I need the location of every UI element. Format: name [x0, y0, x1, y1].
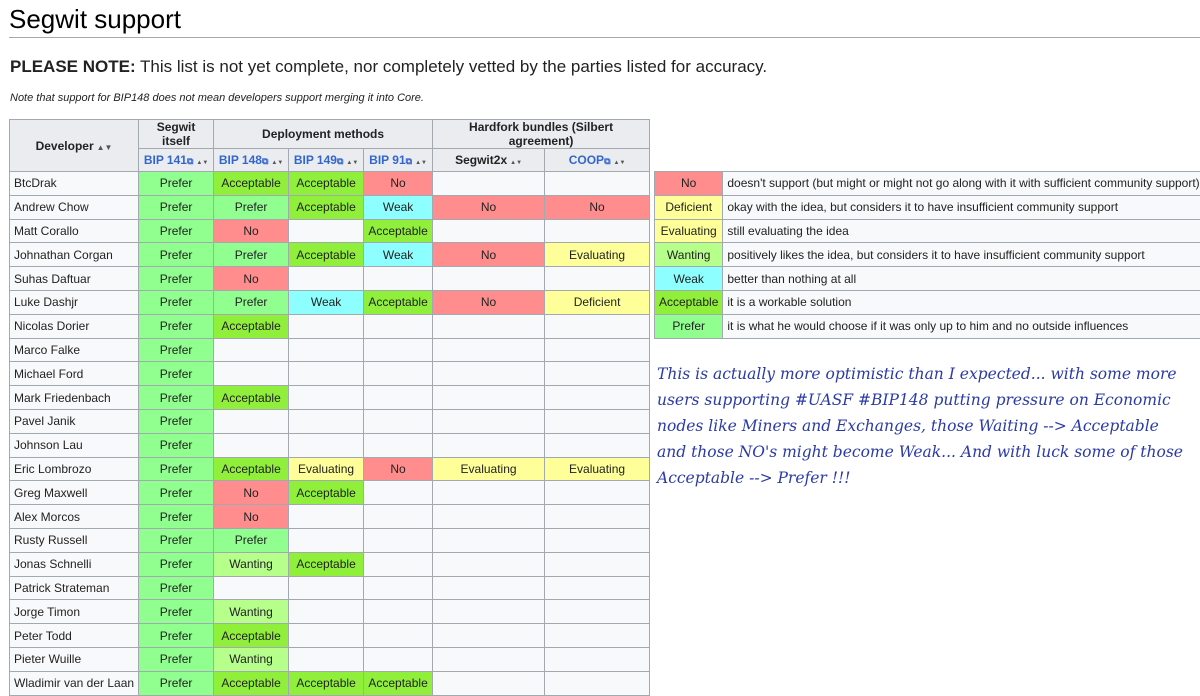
support-table	[9, 119, 650, 696]
support-cell	[364, 362, 433, 386]
table-row	[10, 267, 650, 291]
header-group-hardfork: Hardfork bundles (Silbert agreement)	[433, 120, 650, 149]
support-cell: Prefer	[139, 624, 214, 648]
support-cell	[433, 528, 545, 552]
support-cell: Weak	[364, 195, 433, 219]
developer-name: Mark Friedenbach	[10, 386, 139, 410]
legend-row	[655, 195, 1200, 219]
developer-name: Jonas Schnelli	[10, 552, 139, 576]
support-cell	[545, 267, 650, 291]
support-cell	[364, 624, 433, 648]
header-developer[interactable]	[10, 120, 139, 172]
support-cell: Prefer	[139, 481, 214, 505]
legend-description: it is what he would choose if it was only up to him and no outside influences	[723, 314, 1200, 338]
developer-name: Matt Corallo	[10, 219, 139, 243]
table-row	[10, 338, 650, 362]
support-cell	[545, 505, 650, 529]
support-cell: Prefer	[139, 267, 214, 291]
page-title: Segwit support	[9, 4, 181, 35]
support-cell	[545, 219, 650, 243]
support-cell	[433, 481, 545, 505]
support-cell: Acceptable	[364, 219, 433, 243]
support-cell	[433, 267, 545, 291]
support-cell: No	[214, 481, 289, 505]
support-cell: Weak	[364, 243, 433, 267]
column-header[interactable]	[289, 149, 364, 172]
column-header-label: Segwit2x	[455, 153, 507, 167]
sort-icon[interactable]: ▲▼	[346, 160, 358, 166]
external-link-icon: ⧉	[604, 156, 610, 166]
support-cell	[545, 338, 650, 362]
support-cell: Prefer	[139, 433, 214, 457]
support-cell: Evaluating	[545, 243, 650, 267]
support-cell	[433, 338, 545, 362]
support-cell	[364, 528, 433, 552]
developer-name: Marco Falke	[10, 338, 139, 362]
support-cell	[433, 647, 545, 671]
legend-description: doesn't support (but might or might not go along with it with sufficient community support)	[723, 172, 1200, 196]
column-header-label[interactable]: COOP	[569, 153, 604, 167]
support-cell	[289, 505, 364, 529]
support-cell: Prefer	[214, 290, 289, 314]
support-cell	[289, 362, 364, 386]
support-cell	[289, 219, 364, 243]
support-cell: Prefer	[139, 552, 214, 576]
table-row	[10, 362, 650, 386]
table-row	[10, 172, 650, 196]
developer-name: Nicolas Dorier	[10, 314, 139, 338]
support-cell: Prefer	[214, 528, 289, 552]
support-cell: Prefer	[139, 243, 214, 267]
support-cell	[364, 481, 433, 505]
support-cell: No	[433, 243, 545, 267]
support-cell	[289, 338, 364, 362]
support-cell	[545, 647, 650, 671]
support-cell: Prefer	[139, 362, 214, 386]
table-row	[10, 528, 650, 552]
support-cell: Prefer	[139, 528, 214, 552]
legend-table	[654, 171, 1200, 339]
header-developer-label: Developer	[36, 139, 94, 153]
support-cell: Wanting	[214, 647, 289, 671]
sort-icon[interactable]: ▲▼	[271, 160, 283, 166]
support-cell: Acceptable	[214, 624, 289, 648]
developer-name: Alex Morcos	[10, 505, 139, 529]
developer-name: Wladimir van der Laan	[10, 671, 139, 695]
support-cell: Prefer	[139, 647, 214, 671]
legend-description: still evaluating the idea	[723, 219, 1200, 243]
support-cell: Acceptable	[214, 386, 289, 410]
table-row	[10, 314, 650, 338]
legend-key: Acceptable	[655, 290, 723, 314]
table-row	[10, 409, 650, 433]
external-link-icon: ⧉	[406, 156, 412, 166]
support-cell	[433, 362, 545, 386]
support-cell	[289, 624, 364, 648]
table-row	[10, 386, 650, 410]
support-cell	[289, 314, 364, 338]
support-cell: Acceptable	[289, 172, 364, 196]
table-row	[10, 552, 650, 576]
support-cell	[433, 505, 545, 529]
support-cell	[214, 362, 289, 386]
external-link-icon: ⧉	[187, 156, 193, 166]
column-header[interactable]	[545, 149, 650, 172]
support-cell: Weak	[289, 290, 364, 314]
table-row	[10, 576, 650, 600]
sort-icon[interactable]: ▲▼	[196, 160, 208, 166]
support-cell: Prefer	[139, 457, 214, 481]
sort-icon[interactable]: ▲▼	[97, 143, 113, 152]
support-cell	[545, 172, 650, 196]
column-header[interactable]	[214, 149, 289, 172]
support-cell	[364, 552, 433, 576]
note-bold: PLEASE NOTE:	[10, 57, 136, 76]
legend-row	[655, 172, 1200, 196]
legend-key: Deficient	[655, 195, 723, 219]
developer-name: Greg Maxwell	[10, 481, 139, 505]
support-cell: Prefer	[139, 172, 214, 196]
support-cell	[545, 433, 650, 457]
support-cell: No	[214, 267, 289, 291]
support-cell: Prefer	[139, 219, 214, 243]
column-header-label[interactable]: BIP 141	[144, 153, 187, 167]
table-row	[10, 600, 650, 624]
table-row	[10, 243, 650, 267]
sort-icon[interactable]: ▲▼	[415, 160, 427, 166]
support-cell: Acceptable	[214, 314, 289, 338]
support-cell	[545, 600, 650, 624]
support-cell: Acceptable	[214, 671, 289, 695]
support-cell	[364, 314, 433, 338]
support-cell: Acceptable	[364, 290, 433, 314]
support-cell: Acceptable	[289, 243, 364, 267]
support-cell: Prefer	[139, 314, 214, 338]
support-cell: Prefer	[139, 338, 214, 362]
legend-description: okay with the idea, but considers it to have insufficient community support	[723, 195, 1200, 219]
support-cell: No	[214, 505, 289, 529]
support-cell	[364, 409, 433, 433]
support-cell	[433, 600, 545, 624]
legend-description: better than nothing at all	[723, 267, 1200, 291]
support-cell: Acceptable	[289, 481, 364, 505]
support-cell: Prefer	[139, 600, 214, 624]
developer-name: Pavel Janik	[10, 409, 139, 433]
note-line	[10, 57, 767, 77]
support-cell: No	[433, 290, 545, 314]
support-cell	[545, 409, 650, 433]
support-cell: No	[364, 172, 433, 196]
subnote: Note that support for BIP148 does not mean developers support merging it into Core.	[10, 92, 424, 104]
developer-name: Suhas Daftuar	[10, 267, 139, 291]
column-header-label[interactable]: BIP 91	[369, 153, 405, 167]
support-cell: Evaluating	[545, 457, 650, 481]
legend-row	[655, 314, 1200, 338]
support-cell	[214, 338, 289, 362]
support-cell: Prefer	[139, 671, 214, 695]
support-cell	[433, 409, 545, 433]
support-cell: No	[214, 219, 289, 243]
support-cell: Prefer	[139, 505, 214, 529]
title-divider	[9, 37, 1200, 38]
legend-description: positively likes the idea, but considers it to have insufficient community support	[723, 243, 1200, 267]
support-cell: Acceptable	[214, 457, 289, 481]
developer-name: Michael Ford	[10, 362, 139, 386]
support-cell: Acceptable	[364, 671, 433, 695]
support-cell: Prefer	[214, 243, 289, 267]
column-header-label[interactable]: BIP 148	[219, 153, 262, 167]
table-row	[10, 505, 650, 529]
support-cell	[545, 552, 650, 576]
support-cell	[289, 576, 364, 600]
support-cell	[364, 386, 433, 410]
support-cell	[289, 647, 364, 671]
support-cell	[214, 409, 289, 433]
column-header[interactable]	[433, 149, 545, 172]
support-cell: Prefer	[214, 195, 289, 219]
support-cell	[545, 671, 650, 695]
table-row	[10, 219, 650, 243]
sort-icon[interactable]: ▲▼	[510, 160, 522, 166]
support-cell: Acceptable	[289, 552, 364, 576]
table-row	[10, 433, 650, 457]
support-cell	[289, 600, 364, 624]
developer-name: Peter Todd	[10, 624, 139, 648]
table-row	[10, 671, 650, 695]
support-cell	[289, 528, 364, 552]
support-cell	[214, 576, 289, 600]
column-header[interactable]	[364, 149, 433, 172]
support-cell: Acceptable	[289, 671, 364, 695]
support-cell	[545, 362, 650, 386]
note-text: This list is not yet complete, nor completely vetted by the parties listed for accuracy.	[136, 57, 767, 76]
developer-name: Eric Lombrozo	[10, 457, 139, 481]
support-cell: Prefer	[139, 409, 214, 433]
support-cell	[433, 624, 545, 648]
developer-name: Luke Dashjr	[10, 290, 139, 314]
support-cell: Prefer	[139, 576, 214, 600]
support-cell	[433, 576, 545, 600]
support-cell: Acceptable	[289, 195, 364, 219]
support-cell	[364, 338, 433, 362]
support-cell: Prefer	[139, 195, 214, 219]
developer-name: BtcDrak	[10, 172, 139, 196]
legend-row	[655, 290, 1200, 314]
support-cell	[433, 671, 545, 695]
support-cell: Acceptable	[214, 172, 289, 196]
header-group-segwit: Segwit itself	[139, 120, 214, 149]
sort-icon[interactable]: ▲▼	[614, 160, 626, 166]
support-cell: No	[433, 195, 545, 219]
developer-name: Pieter Wuille	[10, 647, 139, 671]
support-cell	[364, 647, 433, 671]
table-row	[10, 624, 650, 648]
support-cell: Wanting	[214, 552, 289, 576]
developer-name: Patrick Strateman	[10, 576, 139, 600]
handwritten-annotation: This is actually more optimistic than I expected... with some more users supporting #UASF #BIP148 putting pressure on Economic nodes like Miners and Exchanges, those Waiting --> Acceptable and those NO's might become Weak... And with luck some of those Acceptable --> Prefer !!!	[657, 361, 1187, 491]
table-row	[10, 290, 650, 314]
developer-name: Johnson Lau	[10, 433, 139, 457]
support-cell: Prefer	[139, 386, 214, 410]
support-cell	[545, 314, 650, 338]
support-cell	[433, 219, 545, 243]
table-row	[10, 481, 650, 505]
support-cell	[545, 624, 650, 648]
column-header-label[interactable]: BIP 149	[294, 153, 337, 167]
support-cell	[433, 386, 545, 410]
table-row	[10, 647, 650, 671]
support-cell	[289, 409, 364, 433]
developer-name: Rusty Russell	[10, 528, 139, 552]
support-cell: Prefer	[139, 290, 214, 314]
developer-name: Jorge Timon	[10, 600, 139, 624]
legend-key: Prefer	[655, 314, 723, 338]
support-cell	[364, 505, 433, 529]
support-cell: Evaluating	[433, 457, 545, 481]
support-cell: Wanting	[214, 600, 289, 624]
support-cell	[433, 433, 545, 457]
legend-row	[655, 243, 1200, 267]
support-cell	[289, 386, 364, 410]
support-cell: No	[545, 195, 650, 219]
legend-row	[655, 219, 1200, 243]
external-link-icon: ⧉	[262, 156, 268, 166]
legend-row	[655, 267, 1200, 291]
support-cell	[364, 576, 433, 600]
support-cell	[433, 552, 545, 576]
support-cell: Deficient	[545, 290, 650, 314]
support-cell	[545, 481, 650, 505]
external-link-icon: ⧉	[337, 156, 343, 166]
support-cell: No	[364, 457, 433, 481]
support-cell	[545, 386, 650, 410]
column-header[interactable]	[139, 149, 214, 172]
support-cell	[364, 433, 433, 457]
support-cell	[289, 267, 364, 291]
legend-key: No	[655, 172, 723, 196]
support-cell	[433, 314, 545, 338]
legend-key: Evaluating	[655, 219, 723, 243]
developer-name: Andrew Chow	[10, 195, 139, 219]
support-cell	[364, 267, 433, 291]
table-row	[10, 457, 650, 481]
support-cell	[433, 172, 545, 196]
header-group-deployment: Deployment methods	[214, 120, 433, 149]
support-cell	[364, 600, 433, 624]
legend-key: Weak	[655, 267, 723, 291]
table-row	[10, 195, 650, 219]
legend-key: Wanting	[655, 243, 723, 267]
support-cell	[545, 576, 650, 600]
legend-description: it is a workable solution	[723, 290, 1200, 314]
support-cell	[214, 433, 289, 457]
support-cell: Evaluating	[289, 457, 364, 481]
support-cell	[289, 433, 364, 457]
support-cell	[545, 528, 650, 552]
developer-name: Johnathan Corgan	[10, 243, 139, 267]
